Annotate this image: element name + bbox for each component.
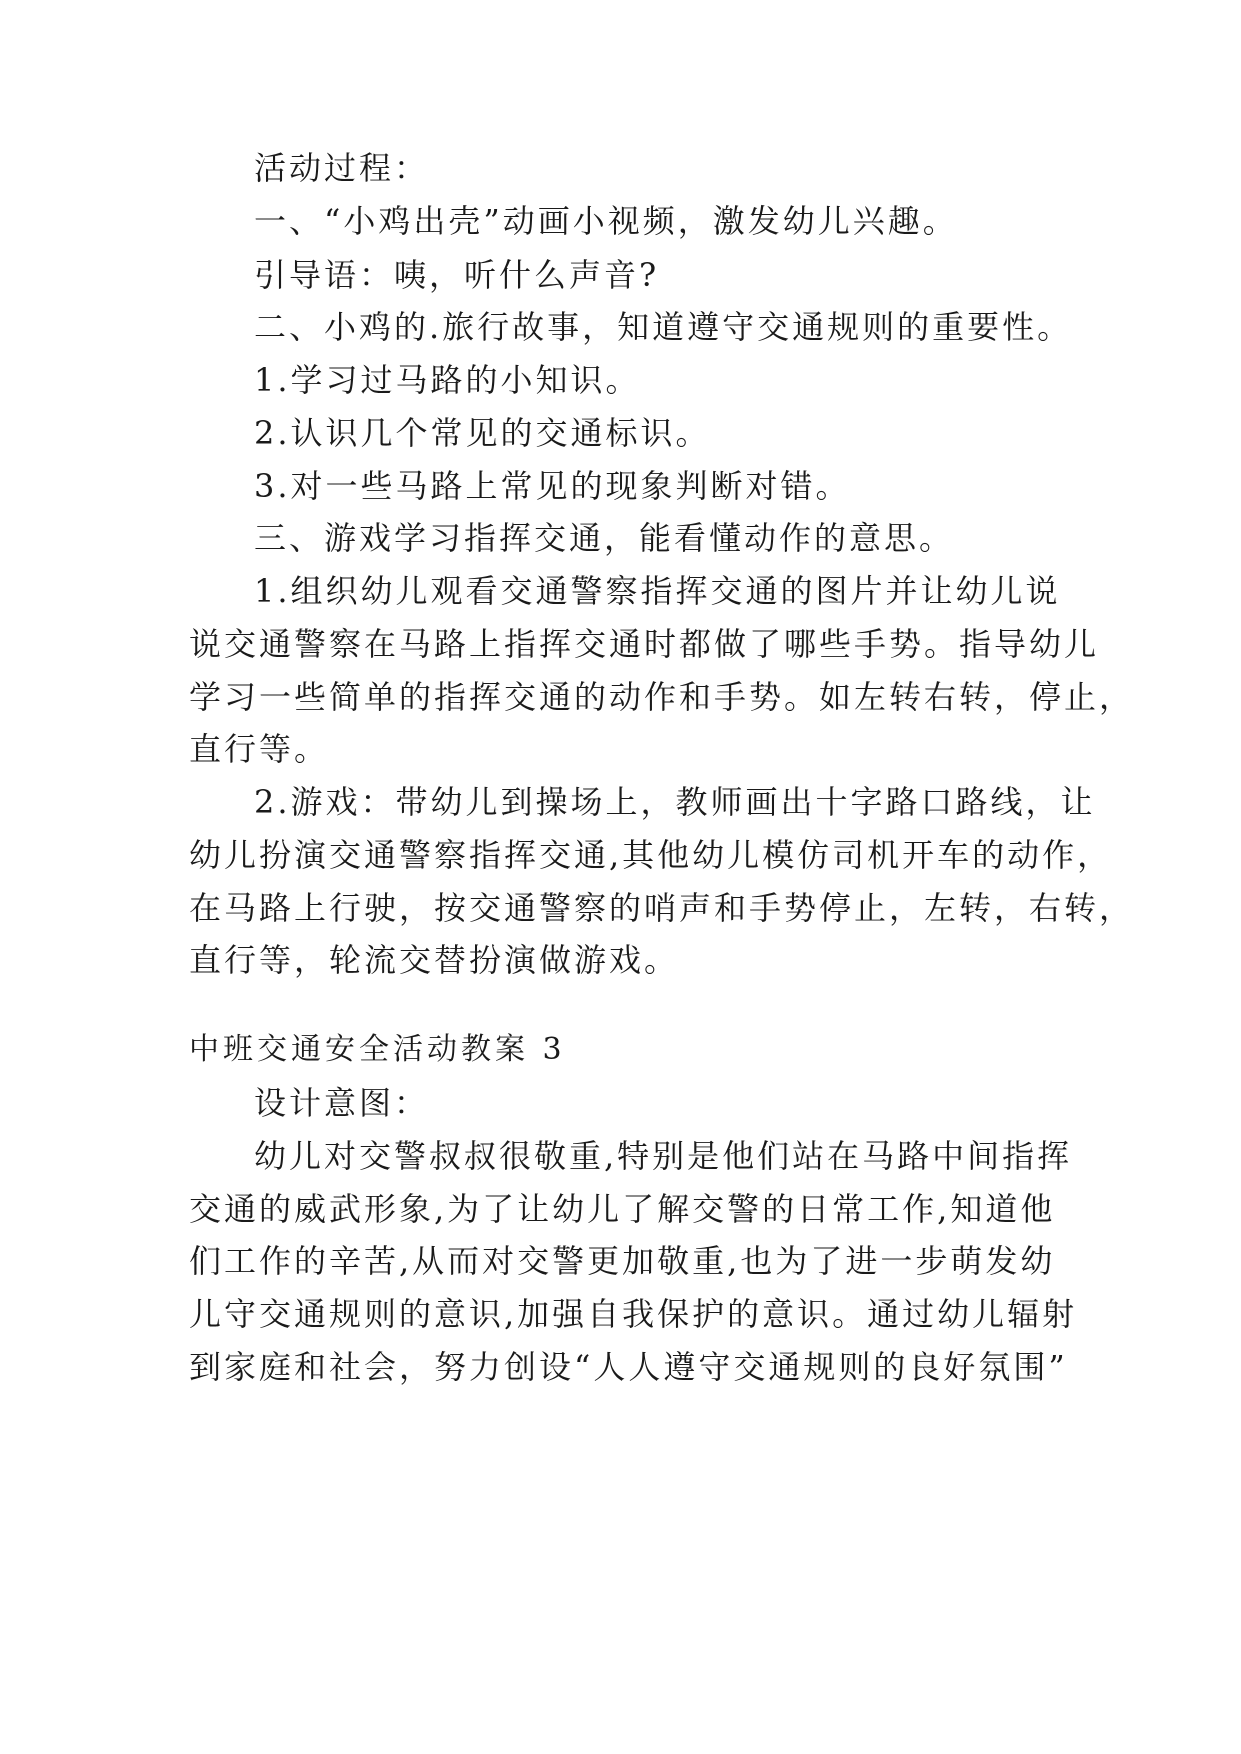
step-2-item: 3.对一些马路上常见的现象判断对错。 [254,467,851,505]
section-title: 中班交通安全活动教案 3 [189,1032,566,1067]
paragraph-line: 幼儿扮演交通警察指挥交通,其他幼儿模仿司机开车的动作， [189,836,1113,874]
step-3: 三、游戏学习指挥交通，能看懂动作的意思。 [254,519,955,557]
section-heading: 活动过程： [254,149,430,187]
step-2-item: 2.认识几个常见的交通标识。 [254,414,711,452]
paragraph-line: 2.游戏：带幼儿到操场上，教师画出十字路口路线，让 [254,783,1096,821]
paragraph-line: 到家庭和社会，努力创设“人人遵守交通规则的良好氛围” [189,1348,1068,1386]
paragraph-line: 在马路上行驶，按交通警察的哨声和手势停止，左转，右转， [189,889,1135,927]
paragraph-line: 交通的威武形象,为了让幼儿了解交警的日常工作,知道他 [189,1190,1056,1228]
paragraph-line: 幼儿对交警叔叔很敬重,特别是他们站在马路中间指挥 [254,1137,1073,1175]
section-heading: 设计意图： [254,1084,430,1122]
paragraph-line: 说交通警察在马路上指挥交通时都做了哪些手势。指导幼儿 [189,625,1100,663]
paragraph-line: 学习一些简单的指挥交通的动作和手势。如左转右转，停止， [189,678,1135,716]
paragraph-line: 1.组织幼儿观看交通警察指挥交通的图片并让幼儿说 [254,572,1061,610]
guide-text: 引导语：咦，听什么声音? [254,256,660,294]
paragraph-line: 直行等。 [189,730,330,768]
paragraph-line: 们工作的辛苦,从而对交警更加敬重,也为了进一步萌发幼 [189,1242,1056,1280]
step-2-item: 1.学习过马路的小知识。 [254,361,641,399]
paragraph-line: 直行等，轮流交替扮演做游戏。 [189,941,680,979]
paragraph-line: 儿守交通规则的意识,加强自我保护的意识。通过幼儿辐射 [189,1295,1078,1333]
step-2: 二、小鸡的.旅行故事，知道遵守交通规则的重要性。 [254,308,1073,346]
step-1: 一、“小鸡出壳”动画小视频，激发幼儿兴趣。 [254,202,958,240]
